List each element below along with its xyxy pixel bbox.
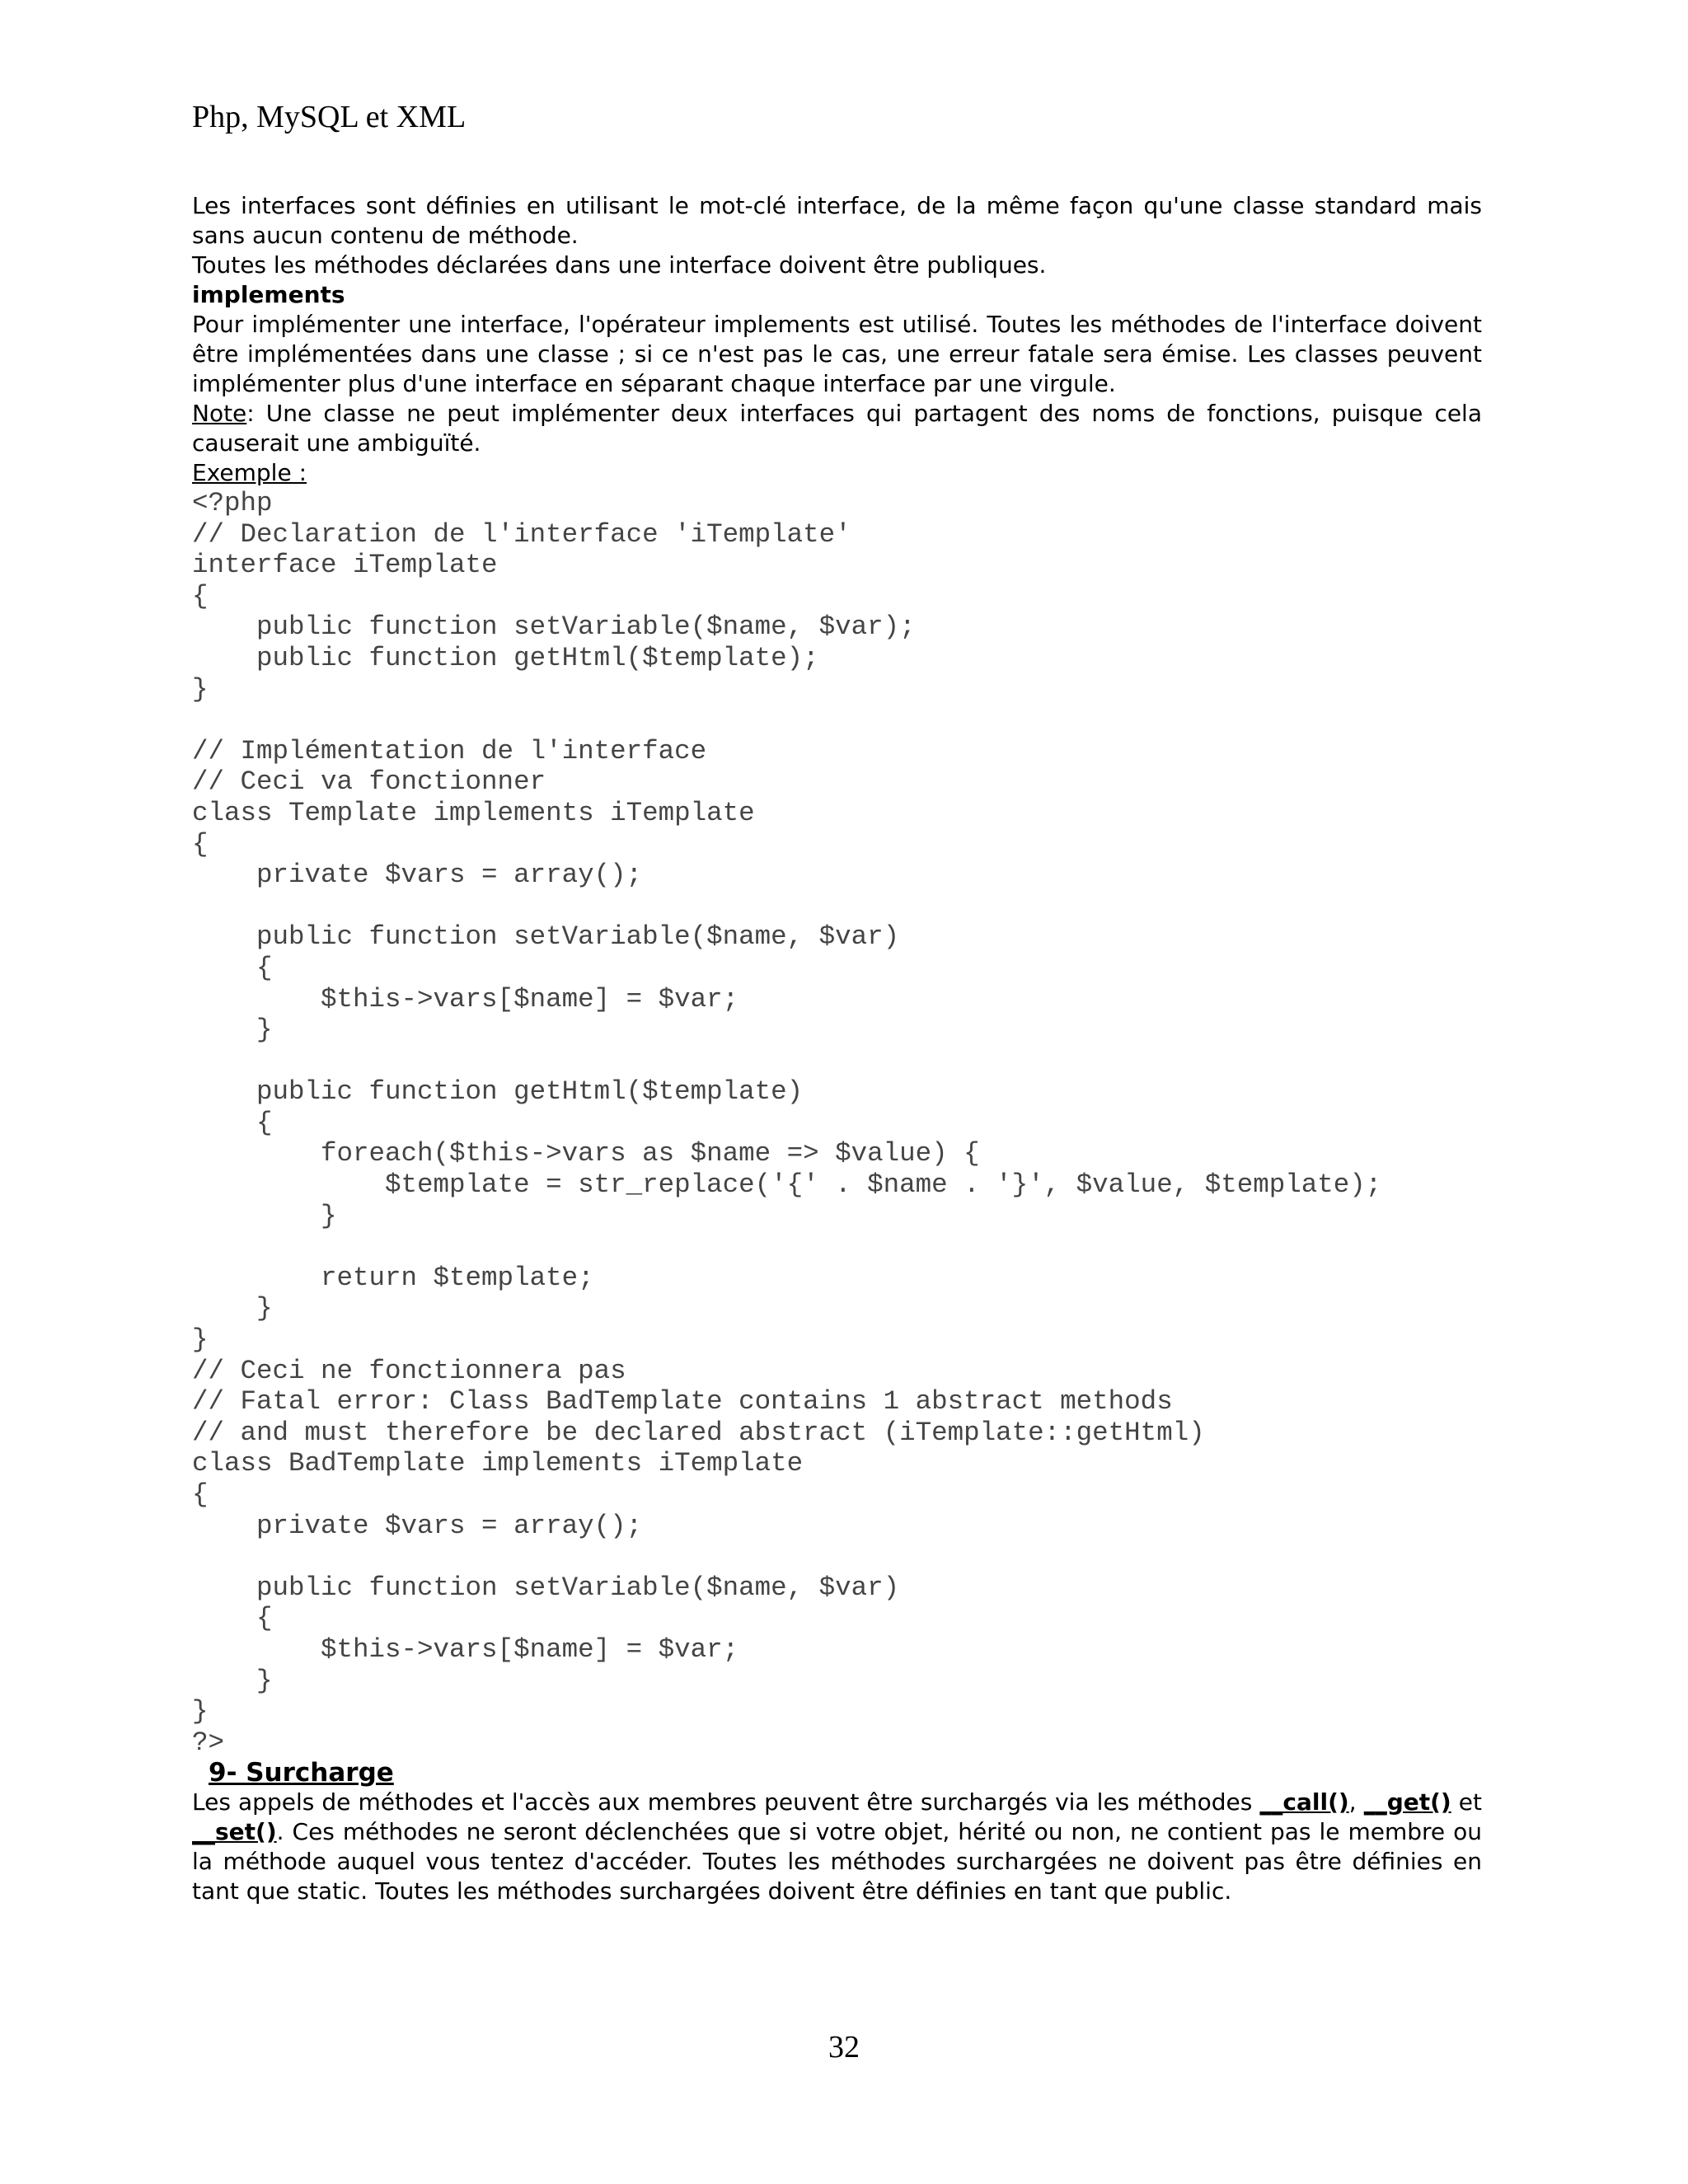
- code-line: class Template implements iTemplate: [192, 797, 755, 828]
- call-method: __call(): [1259, 1788, 1349, 1816]
- code-line: }: [192, 1324, 209, 1356]
- example-label: Exemple :: [192, 459, 307, 486]
- code-line: // Ceci va fonctionner: [192, 766, 546, 798]
- code-line: // and must therefore be declared abstract (iTemplate::getHtml): [192, 1417, 1205, 1448]
- code-line: class BadTemplate implements iTemplate: [192, 1448, 804, 1479]
- surcharge-sep-1: ,: [1348, 1788, 1364, 1816]
- code-line: public function setVariable($name, $var);: [192, 612, 916, 643]
- code-line: private $vars = array();: [192, 860, 643, 891]
- code-line: {: [192, 952, 273, 983]
- code-line: public function setVariable($name, $var): [192, 1572, 900, 1603]
- code-line: [192, 1541, 1482, 1572]
- code-line: }: [192, 1665, 273, 1696]
- code-line: return $template;: [192, 1262, 594, 1293]
- intro-public-paragraph: Toutes les méthodes déclarées dans une interface doivent être publiques.: [192, 251, 1047, 279]
- note-label: Note: [192, 400, 247, 427]
- code-line: }: [192, 1200, 337, 1231]
- code-line: {: [192, 1603, 273, 1634]
- code-line: }: [192, 1696, 209, 1727]
- implements-paragraph: Pour implémenter une interface, l'opérateur implements est utilisé. Toutes les méthodes de l'interface doivent être implémentées dans une classe ; si ce n'est pas le cas, une erreur fatale sera émise. Les classes peuvent implémenter plus d'une interface en séparant chaque interface par une virgule.: [192, 311, 1482, 397]
- note-paragraph: [192, 399, 1482, 458]
- page-content: [192, 191, 1482, 1906]
- code-line: // Ceci ne fonctionnera pas: [192, 1355, 626, 1386]
- code-line: [192, 1231, 1482, 1263]
- code-line: {: [192, 1479, 209, 1510]
- intro-paragraph: Les interfaces sont définies en utilisant le mot-clé interface, de la même façon qu'une classe standard mais sans aucun contenu de méthode.: [192, 192, 1482, 249]
- code-line: public function setVariable($name, $var): [192, 921, 900, 953]
- page-number: 32: [828, 2030, 860, 2064]
- code-line: interface iTemplate: [192, 550, 498, 581]
- code-line: }: [192, 1293, 273, 1324]
- code-line: public function getHtml($template): [192, 1076, 804, 1108]
- code-line: ?>: [192, 1727, 225, 1758]
- surcharge-text-2: . Ces méthodes ne seront déclenchées que si votre objet, hérité ou non, ne contient pas le membre ou la méthode auquel vous tentez d'accéder. Toutes les méthodes surchargées ne doivent pas être définies en tant que static. Toutes les méthodes surchargées doivent être définies en tant que public.: [192, 1818, 1482, 1905]
- code-line: // Implémentation de l'interface: [192, 735, 707, 766]
- surcharge-paragraph: [192, 1788, 1482, 1906]
- note-text: : Une classe ne peut implémenter deux interfaces qui partagent des noms de fonctions, puisque cela causerait une ambiguïté.: [192, 400, 1482, 457]
- code-line: private $vars = array();: [192, 1510, 643, 1541]
- code-line: [192, 891, 1482, 922]
- code-line: {: [192, 580, 209, 612]
- code-line: [192, 705, 1482, 736]
- example-paragraph: [192, 458, 1482, 488]
- code-line: $this->vars[$name] = $var;: [192, 983, 739, 1015]
- surcharge-text-1: Les appels de méthodes et l'accès aux membres peuvent être surchargés via les méthodes: [192, 1788, 1260, 1816]
- implements-heading: implements: [192, 281, 345, 308]
- code-block: [192, 488, 1482, 1758]
- set-method: __set(): [192, 1818, 277, 1846]
- section-title: 9- Surcharge: [209, 1758, 394, 1788]
- code-line: // Fatal error: Class BadTemplate contains 1 abstract methods: [192, 1386, 1173, 1418]
- code-line: {: [192, 1107, 273, 1138]
- code-line: [192, 1046, 1482, 1077]
- code-line: }: [192, 1015, 273, 1046]
- page-header: Php, MySQL et XML: [192, 100, 467, 134]
- code-line: // Declaration de l'interface 'iTemplate': [192, 518, 851, 550]
- code-line: <?php: [192, 488, 273, 518]
- code-line: {: [192, 828, 209, 860]
- code-line: foreach($this->vars as $name => $value) {: [192, 1138, 980, 1169]
- code-line: $template = str_replace('{' . $name . '}', $value, $template);: [192, 1169, 1382, 1201]
- surcharge-sep-2: et: [1451, 1788, 1482, 1816]
- code-line: public function getHtml($template);: [192, 642, 819, 673]
- code-line: $this->vars[$name] = $var;: [192, 1633, 739, 1665]
- code-line: }: [192, 673, 209, 705]
- get-method: __get(): [1363, 1788, 1451, 1816]
